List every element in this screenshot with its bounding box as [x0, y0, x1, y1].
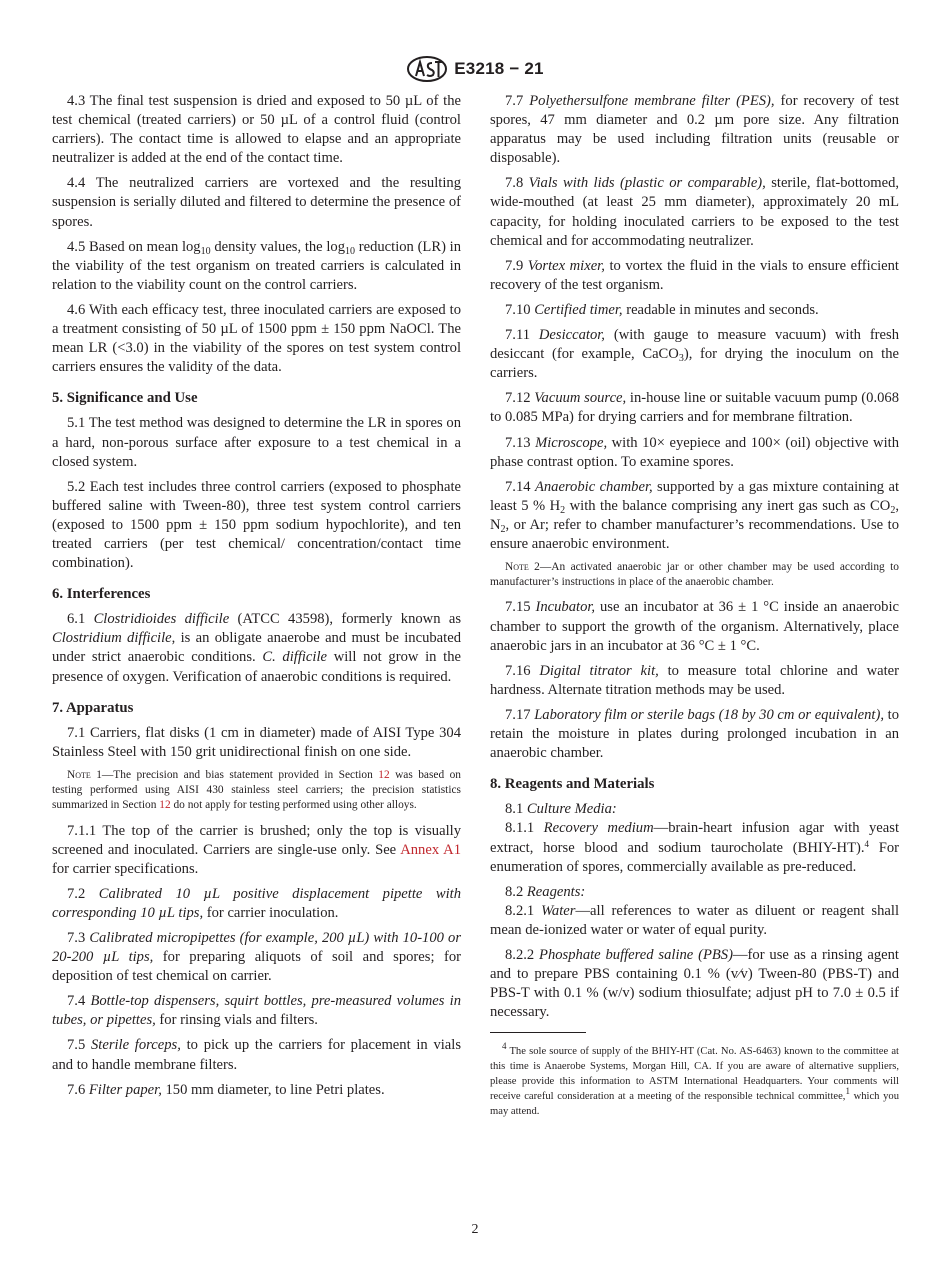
para-7-17: 7.17 Laboratory film or sterile bags (18 by 30 cm or equivalent), to retain the moisture in plates during prolonged incubation in an anaerobic chamber. — [490, 706, 899, 762]
para-4-4: 4.4 The neutralized carriers are vortexed and the resulting suspension is serially diluted and filtered to determine the presence of spores. — [52, 175, 461, 230]
astm-logo-icon — [406, 56, 448, 82]
para-7-15: 7.15 Incubator, use an incubator at 36 ± 1 °C inside an anaerobic chamber to support the growth of the organism. Alternatively, place anaerobic jars in an incubator at 36 °C ± 1 °C. — [490, 599, 900, 654]
footnote-divider — [490, 1032, 586, 1033]
section-12-link-2[interactable]: 12 — [159, 799, 171, 812]
para-7-13: 7.13 Microscope, with 10× eyepiece and 100× (oil) objective with phase contrast option. To examine spores. — [490, 434, 900, 470]
left-column — [52, 92, 461, 1106]
footnote-4: $^4$ The sole source of supply of the BHIY-HT (Cat. No. AS-6463) known to the committee at this time is Anaerobe Systems, Morgan Hill, CA. If you are aware of alternative suppliers, please provide this information to ASTM International Headquarters. Your comments will receive careful consideration at a meeting of the responsible technical committee,$^1$ which you may attend. — [490, 1040, 899, 1118]
para-8-2-2: 8.2.2 Phosphate buffered saline (PBS)—for use as a rinsing agent and to prepare PBS containing 0.1 % (v⁄v) Tween-80 (PBS-T) and PBS-T with 0.1 % (w/v) sodium thiosulfate; adjust pH to 7.0 ± 0.5 if necessary. — [490, 946, 899, 1021]
para-7-4: 7.4 Bottle-top dispensers, squirt bottles, pre-measured volumes in tubes, or pipettes, for rinsing vials and filters. — [52, 993, 461, 1029]
para-7-3: 7.3 Calibrated micropipettes (for example, 200 µL) with 10-100 or 20-200 µL tips, for preparing aliquots of soil and spores; for deposition of test chemical on carrier. — [52, 929, 461, 985]
para-4-5: 4.5 Based on mean $\log_{10}$ density values, the $\log_{10}$ reduction (LR) in the viability of the test organism on treated carriers is calculated in relation to the viability count on the control carriers. — [52, 238, 461, 293]
para-5-1: 5.1 The test method was designed to determine the LR in spores on a hard, non-porous surface after exposure to a test chemical in a closed system. — [52, 415, 461, 470]
para-7-10: 7.10 Certified timer, readable in minutes and seconds. — [505, 301, 819, 318]
section-5-heading: 5. Significance and Use — [52, 390, 198, 407]
annex-a1-link[interactable]: Annex A1 — [400, 841, 462, 858]
para-6-1: 6.1 Clostridioides difficile (ATCC 43598), formerly known as Clostridium difficile, is an obligate anaerobe and must be incubated under strict anaerobic conditions. C. difficile will not grow in the presence of oxygen. Verification of anaerobic conditions is required. — [52, 611, 461, 685]
para-4-3: 4.3 The final test suspension is dried and exposed to 50 µL of the test chemical (treated carriers) or 50 µL of a control fluid (control carriers). The contact time is allowed to elapse and an appropriate neutralizer is added at the end of the contact time. — [52, 93, 461, 167]
section-7-heading: 7. Apparatus — [52, 699, 134, 716]
para-7-9: 7.9 Vortex mixer, to vortex the fluid in the vials to ensure efficient recovery of the test organism. — [490, 257, 899, 293]
para-4-6: 4.6 With each efficacy test, three inoculated carriers are exposed to a treatment consisting of 50 µL of 1500 ppm ± 150 ppm NaOCl. The mean LR (<3.0) in the viability of the spores on test system control carriers ensures the validity of the data. — [52, 301, 461, 376]
page-number: 2 — [471, 1222, 479, 1237]
section-8-heading: 8. Reagents and Materials — [490, 776, 655, 793]
para-7-1: 7.1 Carriers, flat disks (1 cm in diameter) made of AISI Type 304 Stainless Steel with 150 grit unidirectional finish on one side. — [52, 724, 461, 760]
page-header — [0, 54, 950, 84]
para-7-16: 7.16 Digital titrator kit, to measure total chlorine and water hardness. Alternate titration methods may be used. — [490, 662, 899, 698]
para-8-1: 8.1 Culture Media: — [505, 801, 617, 818]
section-6-heading: 6. Interferences — [52, 586, 151, 603]
para-7-6: 7.6 Filter paper, 150 mm diameter, to line Petri plates. — [67, 1081, 385, 1098]
para-7-5: 7.5 Sterile forceps, to pick up the carriers for placement in vials and to handle membrane filters. — [52, 1037, 462, 1073]
para-7-7: 7.7 Polyethersulfone membrane filter (PES), for recovery of test spores, 47 mm diameter and 0.2 µm pore size. Any filtration apparatus may be used including filtration units (reusable or disposable). — [490, 93, 899, 167]
para-8-2: 8.2 Reagents: — [505, 883, 586, 900]
para-7-8: 7.8 Vials with lids (plastic or comparable), sterile, flat-bottomed, wide-mouthed (at least 25 mm diameter), approximately 20 mL capacity, for holding inoculated carriers to be exposed to the test chemical and for accommodating neutralizer. — [490, 175, 900, 249]
para-7-11: 7.11 Desiccator, (with gauge to measure vacuum) with fresh desiccant (for example, CaCO$_3$), for drying the inoculum on the carriers. — [490, 327, 899, 382]
para-8-2-1: 8.2.1 Water—all references to water as diluent or reagent shall mean de-ionized water or water of equal purity. — [490, 902, 899, 938]
para-7-12: 7.12 Vacuum source, in-house line or suitable vacuum pump (0.068 to 0.085 MPa) for drying carriers and for membrane filtration. — [490, 390, 899, 426]
section-12-link[interactable]: 12 — [378, 768, 390, 781]
para-5-2: 5.2 Each test includes three control carriers (exposed to phosphate buffered saline with Tween-80), three test system control carriers (exposed to 1500 ppm ± 150 ppm sodium hypochlorite), and ten treated carriers (per test chemical/ concentration/contact time combination). — [52, 478, 461, 572]
para-7-2: 7.2 Calibrated 10 µL positive displacement pipette with corresponding 10 µL tips, for carrier inoculation. — [52, 885, 462, 921]
para-7-14: 7.14 Anaerobic chamber, supported by a gas mixture containing at least 5 % $H_2$ with the balance comprising any inert gas such as $CO_2$, $N_2$, or Ar; refer to chamber manufacturer’s recommendations. Use to ensure anaerobic environment. — [490, 478, 899, 552]
note-1: Note 1—The precision and bias statement provided in Section 12 was based on testing performed using AISI 430 stainless steel carriers; the precision statistics summarized in Section 12 do not apply for testing performed using other alloys. — [52, 768, 461, 812]
note-2: Note 2—An activated anaerobic jar or other chamber may be used according to manufacturer’s instructions in place of the anaerobic chamber. — [490, 561, 899, 589]
right-column — [490, 92, 899, 1130]
document-id: E3218 − 21 — [454, 59, 544, 78]
para-7-1-1: 7.1.1 The top of the carrier is brushed; only the top is visually screened and inoculated. Carriers are single-use only. See Annex A1 for carrier specifications. — [52, 822, 462, 877]
para-8-1-1: 8.1.1 Recovery medium—brain-heart infusion agar with yeast extract, horse blood and sodium taurocholate (BHIY-HT).$^4$ For enumeration of spores, commercially available as pre-reduced. — [490, 820, 900, 875]
